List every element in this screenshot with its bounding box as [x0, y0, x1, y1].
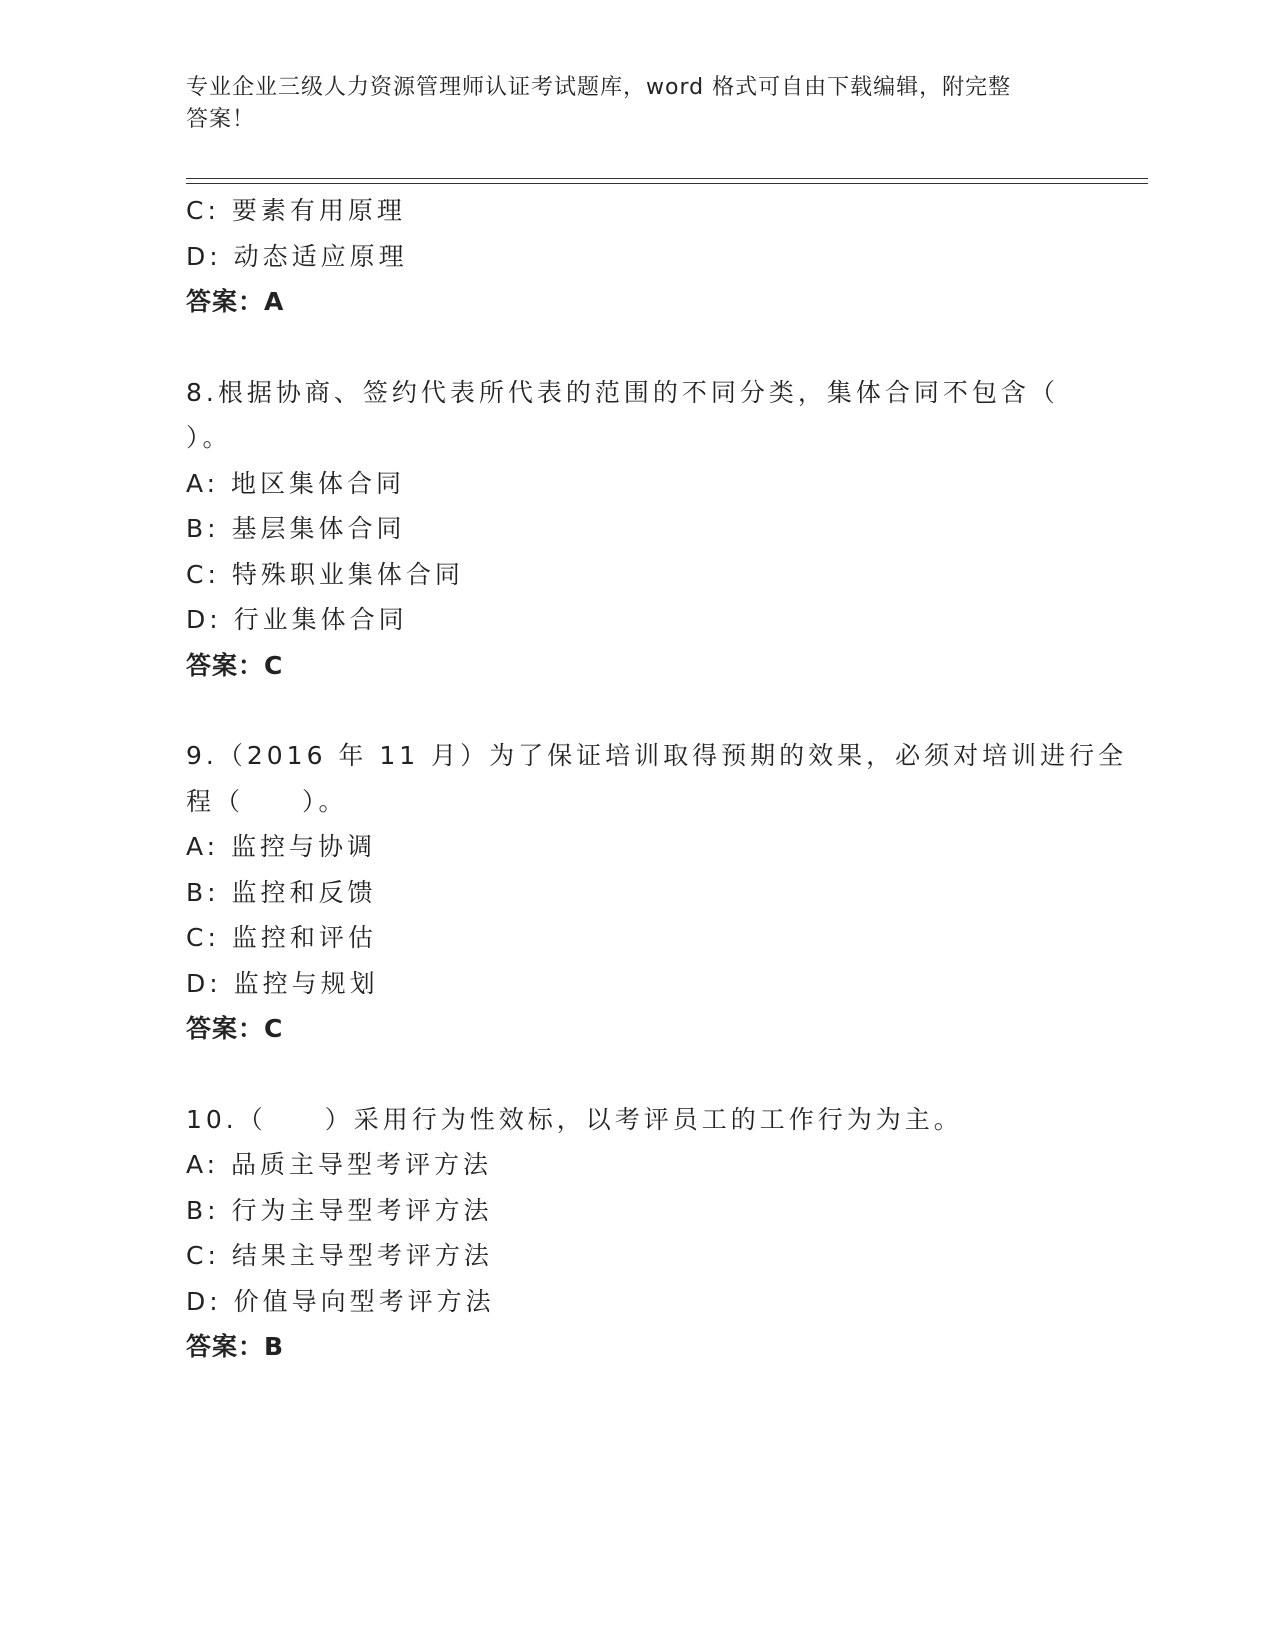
question-stem: 9.（2016 年 11 月）为了保证培训取得预期的效果，必须对培训进行全 [186, 741, 1128, 770]
question-stem-continued: 程（ ）。 [186, 786, 348, 816]
option-a: A: 品质主导型考评方法 [186, 1150, 493, 1179]
spacer [186, 1052, 1086, 1097]
option-b: B: 行为主导型考评方法 [186, 1195, 493, 1225]
answer-text: 答案：A [186, 287, 285, 316]
option-c: C: 特殊职业集体合同 [186, 559, 464, 589]
option-c: C: 要素有用原理 [186, 196, 406, 225]
header-line-2: 答案！ [186, 107, 256, 132]
question-stem: 8.根据协商、签约代表所代表的范围的不同分类，集体合同不包含（ [186, 377, 1059, 407]
question-8 [186, 370, 1086, 689]
option-b: B: 监控和反馈 [186, 877, 377, 907]
question-list [186, 188, 1128, 1370]
question-stem: 10.（ ）采用行为性效标，以考评员工的工作行为为主。 [186, 1104, 963, 1134]
option-d: D: 行业集体合同 [186, 605, 408, 634]
question-9 [186, 733, 1128, 1052]
option-b: B: 基层集体合同 [186, 514, 406, 543]
question-10 [186, 1097, 1086, 1370]
header-line-1: 专业企业三级人力资源管理师认证考试题库，word 格式可自由下载编辑，附完整 [186, 75, 1012, 100]
option-d: D: 监控与规划 [186, 968, 379, 998]
answer-text: 答案：C [186, 650, 284, 680]
answer-text: 答案：B [186, 1332, 285, 1361]
question-7 [186, 188, 1086, 325]
spacer [186, 688, 1086, 733]
option-c: C: 结果主导型考评方法 [186, 1241, 493, 1270]
answer-text: 答案：C [186, 1014, 284, 1043]
question-stem-continued: ）。 [186, 423, 232, 452]
header-rule-bottom [186, 183, 1148, 184]
option-c: C: 监控和评估 [186, 923, 377, 952]
option-d: D: 动态适应原理 [186, 241, 408, 271]
header-rule-top [186, 178, 1148, 179]
spacer [186, 325, 1086, 370]
option-d: D: 价值导向型考评方法 [186, 1286, 495, 1316]
document-header [186, 72, 1066, 136]
option-a: A: 地区集体合同 [186, 468, 406, 498]
option-a: A: 监控与协调 [186, 832, 377, 861]
